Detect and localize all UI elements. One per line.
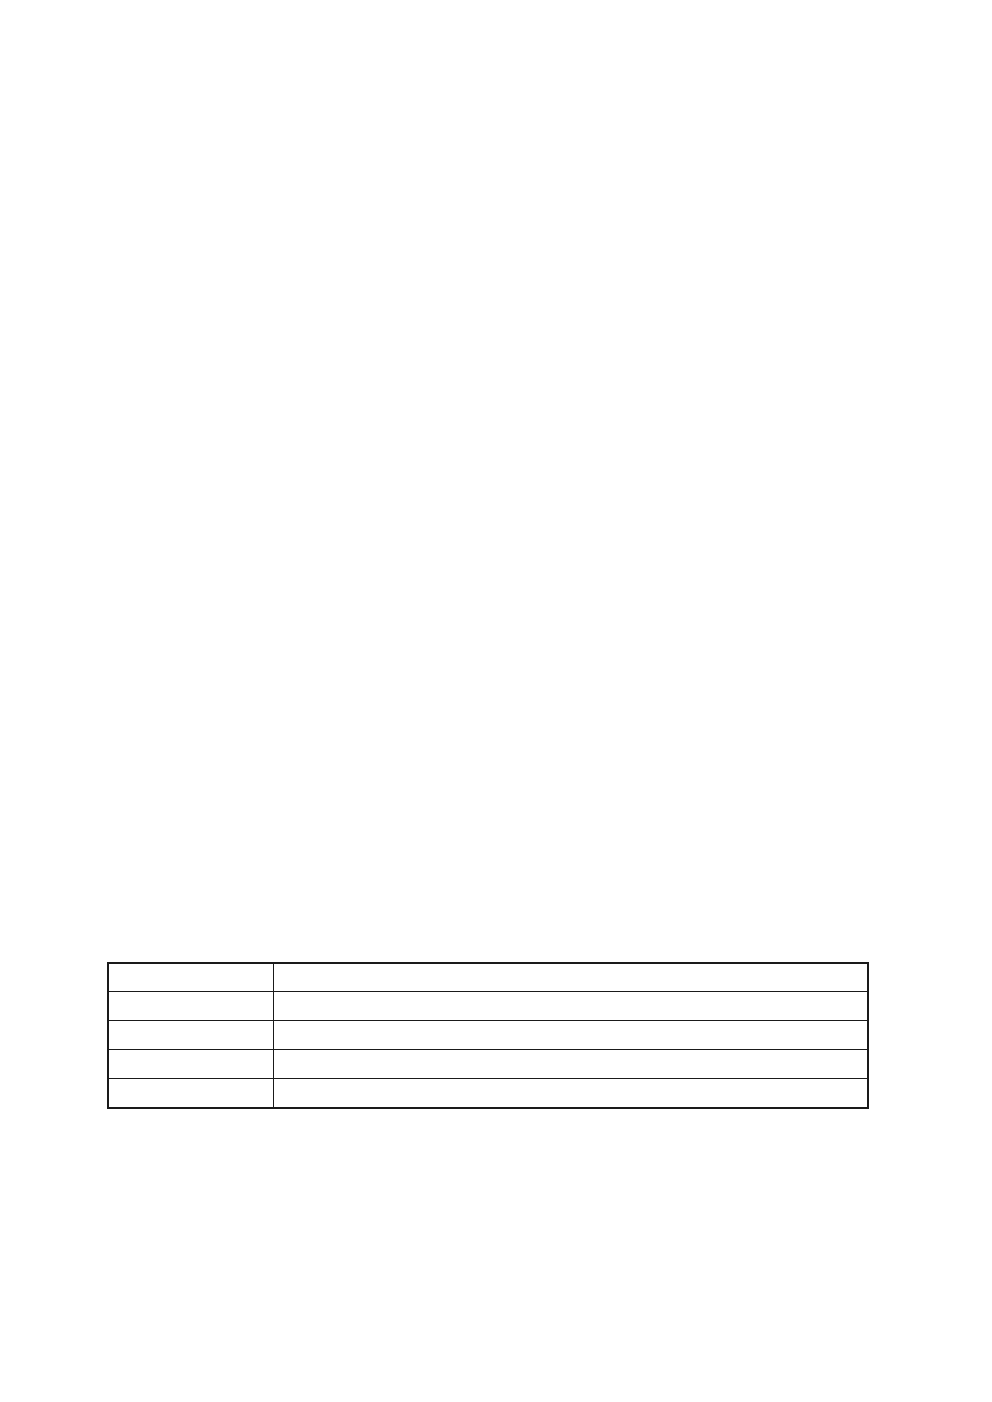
table-header-item — [108, 963, 274, 992]
table-cell-requirement — [274, 1079, 869, 1109]
table-header-row — [108, 963, 868, 992]
table-cell-requirement — [274, 1021, 869, 1050]
table-cell-item — [108, 1050, 274, 1079]
table-row — [108, 1021, 868, 1050]
table-row — [108, 992, 868, 1021]
section-6-1-body — [106, 881, 876, 907]
table-cell-item — [108, 1079, 274, 1109]
table-header-requirement — [274, 963, 869, 992]
section-6-1-heading — [106, 854, 876, 880]
section-6-2-body — [106, 1172, 876, 1198]
section-6-2-heading — [106, 1146, 876, 1172]
section-6-2-block — [106, 1146, 876, 1199]
table-cell-requirement — [274, 992, 869, 1021]
appearance-quality-table — [107, 962, 869, 1109]
table-caption — [0, 934, 992, 950]
table-cell-item — [108, 1021, 274, 1050]
section-6-block — [106, 818, 876, 907]
table-row — [108, 1050, 868, 1079]
table-row — [108, 1079, 868, 1109]
table-cell-requirement — [274, 1050, 869, 1079]
section-6-heading — [106, 818, 876, 844]
table-cell-item — [108, 992, 274, 1021]
